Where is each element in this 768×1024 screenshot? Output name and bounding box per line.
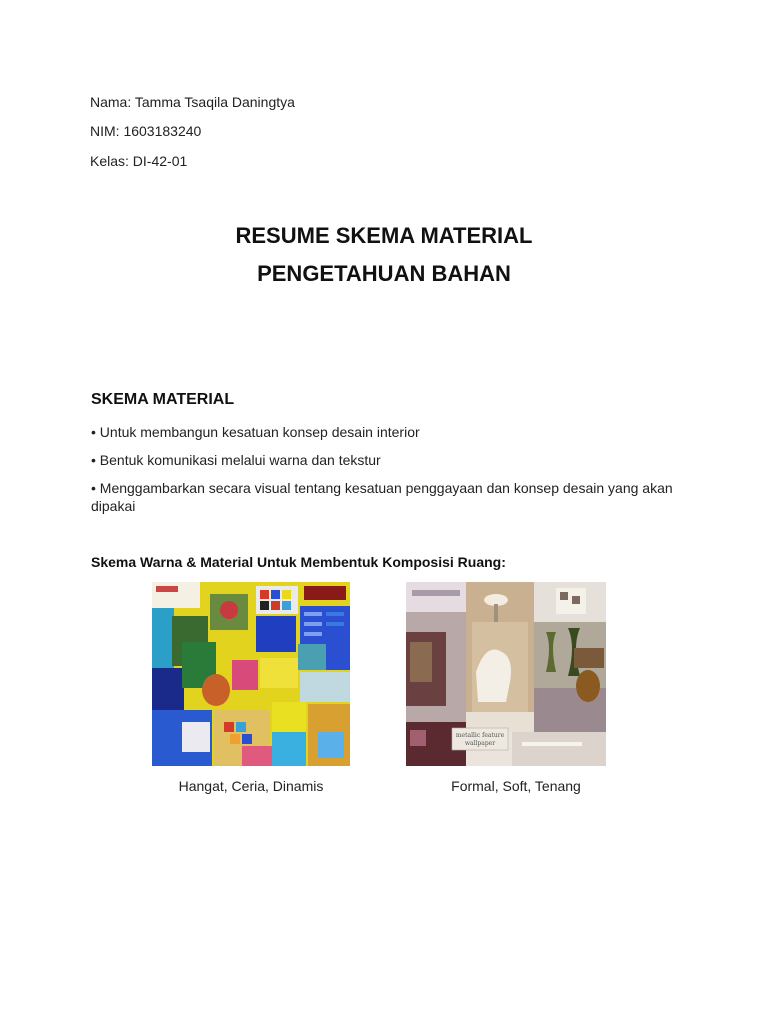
wallpaper-label-line1: metallic feature [455,732,505,739]
student-class: Kelas: DI-42-01 [90,153,188,169]
bullet-item: • Bentuk komunikasi melalui warna dan tekstur [91,452,381,468]
page-subtitle: PENGETAHUAN BAHAN [257,261,511,286]
section-heading: SKEMA MATERIAL [91,391,235,408]
collage-warm-image [152,582,350,766]
figures-heading: Skema Warna & Material Untuk Membentuk Komposisi Ruang: [91,554,506,570]
bullet-item: • Menggambarkan secara visual tentang kesatuan penggayaan dan konsep desain yang akan dipakai [91,480,673,514]
student-nim: NIM: 1603183240 [90,123,202,139]
figure-caption-warm: Hangat, Ceria, Dinamis [178,778,324,794]
figure-caption-soft: Formal, Soft, Tenang [451,778,581,794]
collage-soft-image [406,582,606,766]
student-name: Nama: Tamma Tsaqila Daningtya [90,94,295,110]
wallpaper-label-line2: wallpaper [464,740,496,747]
bullet-item: • Untuk membangun kesatuan konsep desain interior [91,424,420,440]
page-title: RESUME SKEMA MATERIAL [235,223,533,248]
